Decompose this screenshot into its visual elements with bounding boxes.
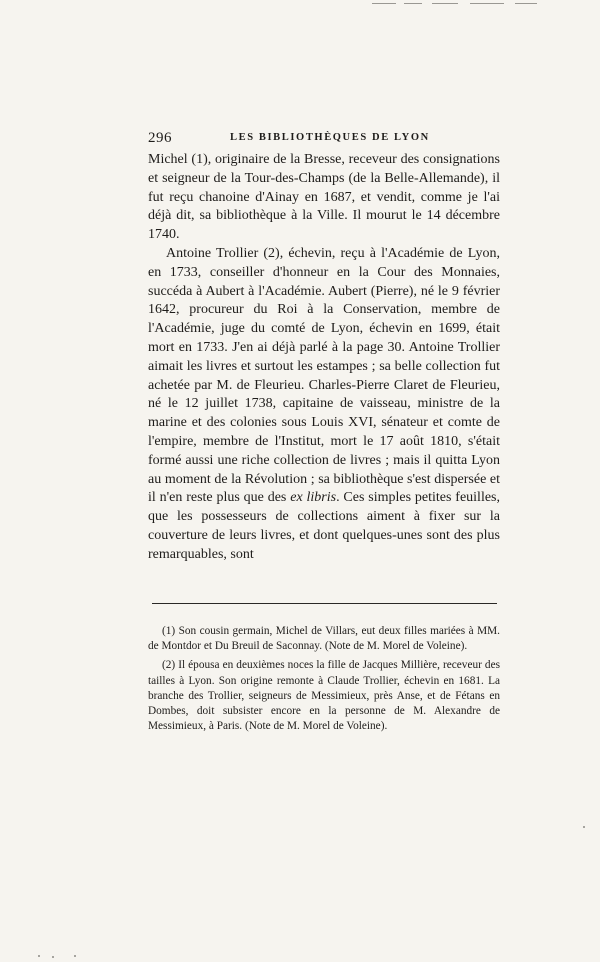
body-text	[148, 151, 500, 565]
scan-speck	[74, 955, 76, 957]
scan-edge-mark	[404, 3, 422, 4]
scan-edge-mark	[470, 3, 504, 4]
paragraph: Michel (1), originaire de la Bresse, receveur des consignations et seigneur de la Tour-des-Champs (de la Belle-Allemande), il fut reçu chanoine d'Ainay en 1687, et vendit, comme je l'ai déjà dit, sa bibliothèque à la Ville. Il mourut le 14 décembre 1740.	[148, 152, 500, 243]
scan-edge-mark	[515, 3, 537, 4]
paragraph: Antoine Trollier (2), échevin, reçu à l'Académie de Lyon, en 1733, conseiller d'honneur en la Cour des Monnaies, succéda à Aubert à l'Académie. Aubert (Pierre), né le 9 février 1642, procureur du Roi à la Conservation, membre de l'Académie, juge du comté de Lyon, échevin en 1699, était mort en 1733. J'en ai déjà parlé à la page 30. Antoine Trollier aimait les livres et surtout les estampes ; sa belle collection fut achetée par M. de Fleurieu. Charles-Pierre Claret de Fleurieu, né le 12 juillet 1738, capitaine de vaisseau, ministre de la marine et des colonies sous Louis XVI, sénateur et comte de l'empire, membre de l'Institut, mort le 17 août 1810, s'était formé aussi une riche collection de livres ; mais il quitta Lyon au moment de la Révolution ; sa bibliothèque s'est dispersée et il n'en reste plus que des ex libris. Ces simples petites feuilles, que les possesseurs de collections aiment à fixer sur la couverture de leurs livres, et dont quelques-unes sont des plus remarquables, sont	[148, 245, 500, 562]
scan-edge-mark	[372, 3, 396, 4]
scan-edge-mark	[432, 3, 458, 4]
footnote: (2) Il épousa en deuxièmes noces la fille de Jacques Millière, receveur des tailles à Lyon. Son origine remonte à Claude Trollier, échevin en 1681. La branche des Trollier, seigneurs de Messimieux, près Anse, et de Fétans en Dombes, doit subsister encore en la personne de M. Alexandre de Messimieux, à Paris. (Note de M. Morel de Voleine).	[148, 659, 500, 733]
running-head	[148, 130, 500, 152]
scan-speck	[583, 826, 585, 828]
page-number: 296	[148, 130, 172, 146]
scan-speck	[38, 955, 40, 957]
running-title: LES BIBLIOTHÈQUES DE LYON	[230, 132, 430, 143]
scan-speck	[52, 956, 54, 958]
footnotes	[148, 624, 500, 734]
italic-phrase: ex libris	[290, 490, 337, 506]
footnote-divider	[152, 603, 497, 604]
footnote: (1) Son cousin germain, Michel de Villars, eut deux filles mariées à MM. de Montdor et Du Breuil de Saconnay. (Note de M. Morel de Voleine).	[148, 625, 500, 653]
